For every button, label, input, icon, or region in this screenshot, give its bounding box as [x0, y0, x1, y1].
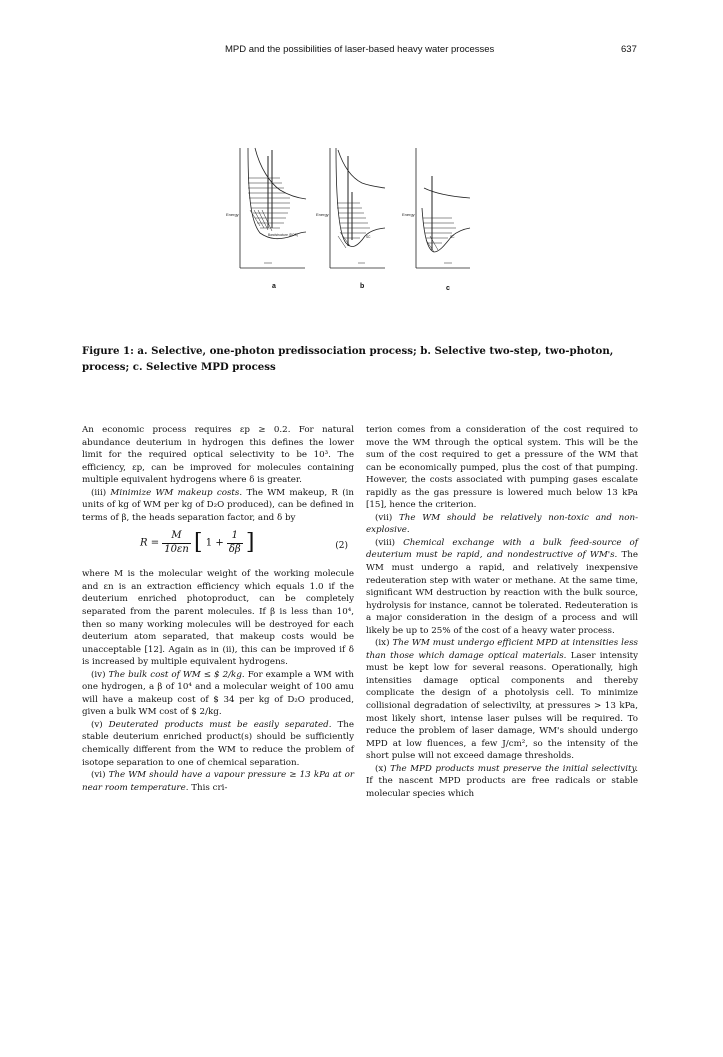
equation-inner-fraction — [227, 530, 243, 556]
item-body: The WM makeup, R (in units of kg of WM per kg of D₂O produced), can be defined in terms of β, the heads separation factor, and δ by — [82, 487, 354, 523]
equation-lhs: R = — [140, 537, 160, 549]
item-number: (vii) — [375, 512, 393, 523]
paragraph — [82, 487, 354, 525]
equation-term: 1 + — [205, 537, 224, 549]
item-title: Deuterated products must be easily separated. — [108, 719, 332, 730]
equation-inner-denominator: δβ — [228, 543, 241, 555]
panel-c-energy-label: Energy — [402, 212, 415, 217]
item-title: The WM should have a vapour pressure ≥ 13 kPa at or near room temperature. — [82, 770, 355, 793]
item-body: The stable deuterium enriched product(s) should be sufficiently chemically different from the WM to reduce the problem of isotope separation to one of chemical separation. — [82, 719, 354, 768]
equation-bracket-left: [ — [194, 530, 203, 556]
item-number: (viii) — [375, 537, 396, 548]
item-number: (vi) — [91, 770, 106, 781]
item-body: If the nascent MPD products are free radicals or stable molecular species which — [366, 776, 638, 799]
paragraph — [82, 769, 354, 794]
equation-denominator: 10εn — [164, 543, 189, 555]
running-title: MPD and the possibilities of laser-based heavy water processes — [225, 44, 495, 55]
item-number: (x) — [375, 763, 387, 774]
item-title: The WM should be relatively non-toxic and non- explosive. — [366, 512, 638, 536]
paragraph: An economic process requires εp ≥ 0.2. For natural abundance deuterium in hydrogen this defines the lower limit for the required optical selectivity to be 10³. The efficiency, εp, can be improved for molecules containing multiple equivalent hydrogens where δ is greater. — [82, 425, 354, 486]
figure-1-diagram — [220, 128, 480, 293]
left-column — [82, 424, 354, 794]
panel-a-energy-label: Energy — [226, 212, 239, 217]
panel-b-state-label: SC — [366, 235, 371, 239]
item-body: Laser intensity must be kept low for several reasons. Operationally, high intensities damage optical components and thereby complicate the design of a photolysis cell. To minimize collisional degradation of selectivilty, at pressures > 13 kPa, most likely short, intense laser pulses will be required. To reduce the problem of laser damage, WM's should undergo MPD at low fluences, a few J/cm², so the intensity of the short pulse will not exceed damage thresholds. — [366, 650, 639, 762]
item-body: For example a WM with one hydrogen, a β of 10⁴ and a molecular weight of 100 amu will have a makeup cost of $ 34 per kg of D₂O produced, given a bulk WM cost of $ 2/kg. — [82, 669, 354, 718]
panel-a — [240, 148, 306, 268]
paragraph — [82, 669, 354, 719]
item-title: Minimize WM makeup costs. — [110, 487, 243, 498]
item-title: The bulk cost of WM ≤ $ 2/kg. — [108, 669, 245, 680]
equation-inner-numerator: 1 — [227, 530, 243, 544]
panel-b — [330, 148, 385, 268]
paragraph — [366, 763, 638, 801]
panel-label-b: b — [360, 283, 365, 290]
item-body: This cri- — [191, 782, 228, 793]
equation-body — [140, 530, 254, 556]
item-number: (ix) — [375, 638, 390, 649]
item-title: The MPD products must preserve the initial selectivity. — [390, 763, 638, 774]
paragraph — [366, 637, 638, 762]
equation-numerator: M — [162, 530, 191, 544]
figure-caption: Figure 1: a. Selective, one-photon predissociation process; b. Selective two-step, two-photon, process; c. Selective MPD process — [82, 345, 614, 373]
panel-c-state-label: SC — [450, 235, 455, 239]
item-number: (v) — [91, 719, 103, 730]
paragraph — [366, 537, 638, 637]
running-header — [0, 44, 723, 58]
equation-fraction — [162, 530, 191, 556]
equation-2 — [82, 526, 354, 566]
panel-c — [416, 148, 470, 268]
panel-label-c: c — [446, 285, 450, 292]
panel-label-a: a — [272, 283, 276, 290]
paragraph — [366, 512, 638, 537]
paragraph: where M is the molecular weight of the working molecule and εn is an extraction efficiency which equals 1.0 if the deuterium enriched photoproduct, can be completely separated from the parent molecules. If β is less than 10⁴, then so many working molecules will be destroyed for each deuterium atom separated, that makeup costs would be unacceptable [12]. Again as in (ii), this can be improved if δ is increased by multiple equivalent hydrogens. — [82, 569, 354, 668]
right-column — [366, 424, 638, 800]
panel-b-energy-label: Energy — [316, 212, 329, 217]
item-body: The WM must undergo a rapid, and relatively inexpensive redeuteration step with water or methane. At the same time, significant WM destruction by reaction with the bulk source, hydrolysis for instance, cannot be tolerated. Redeuteration is a major consideration in the design of a process and will likely be up to 25% of the cost of a heavy water process. — [366, 550, 638, 636]
paragraph — [82, 719, 354, 769]
paragraph: terion comes from a consideration of the cost required to move the WM through the optical system. This will be the sum of the cost required to get a pressure of the WM that can be economically pumped, plus the cost of that pumping. However, the costs associated with pumping gases escalate rapidly as the gas pressure is lowered much below 13 kPa [15], hence the criterion. — [366, 425, 638, 511]
equation-number: (2) — [335, 541, 348, 552]
item-number: (iii) — [91, 487, 107, 498]
panel-a-inner-label: Bandstructure (DOS) — [268, 233, 298, 237]
page-number: 637 — [621, 44, 637, 55]
item-number: (iv) — [91, 669, 106, 680]
item-title: Chemical exchange with a bulk feed-source of deuterium must be rapid, and nondestructive of WM's. — [366, 537, 638, 561]
item-title: The WM must undergo efficient MPD at intensities less than those which damage optical materials. — [366, 638, 638, 661]
equation-bracket-right: ] — [245, 530, 255, 556]
figure-1 — [220, 128, 480, 293]
